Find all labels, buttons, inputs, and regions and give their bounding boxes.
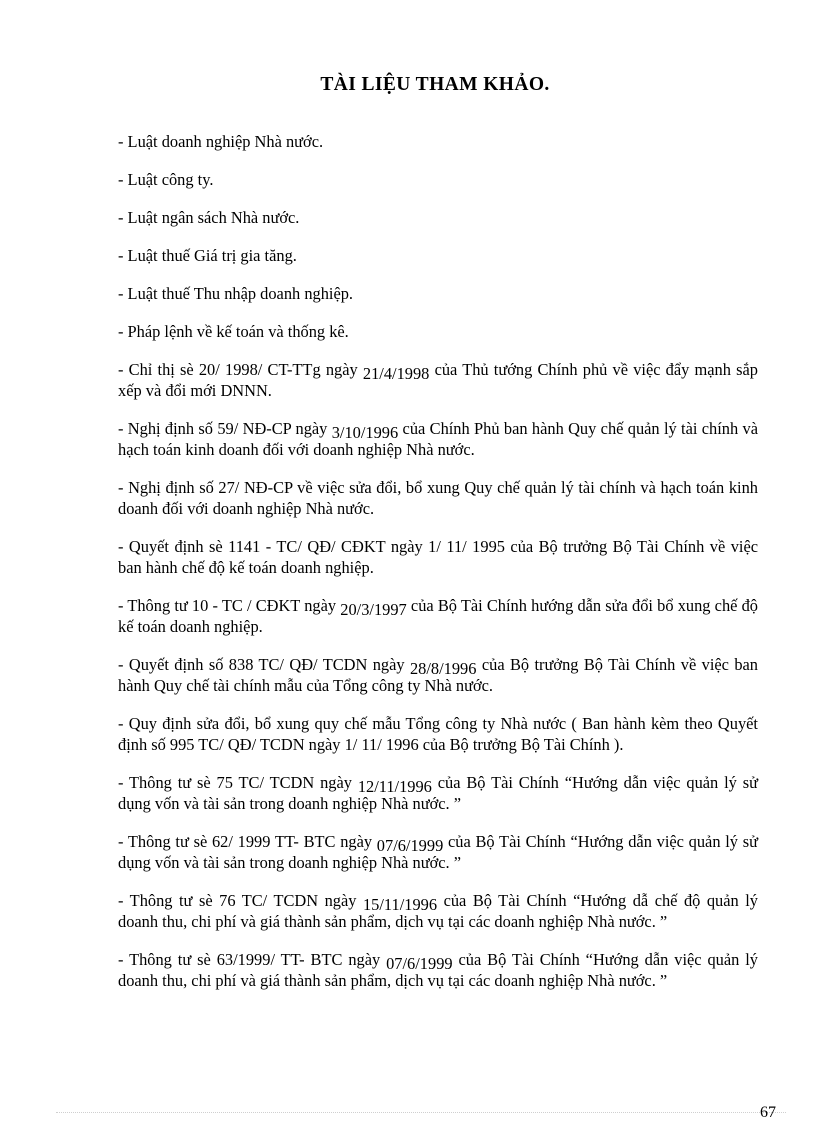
reference-text: - Thông tư sè 63/1999/ TT- BTC ngày bbox=[118, 950, 387, 969]
reference-date: 28/8/1996 bbox=[409, 659, 477, 678]
reference-date: 3/10/1996 bbox=[331, 423, 399, 442]
reference-text: - Chỉ thị sè 20/ 1998/ CT-TTg ngày bbox=[118, 360, 363, 379]
reference-item bbox=[118, 890, 758, 932]
reference-text-continued: của Bộ Tài Chính hướng dẫn sửa đổi bổ xung chế độ kế toán doanh nghiệp. bbox=[118, 596, 758, 636]
reference-item bbox=[118, 477, 758, 519]
reference-item bbox=[118, 536, 758, 578]
page-number: 67 bbox=[760, 1104, 776, 1121]
reference-text-continued: của Bộ Tài Chính “Hướng dẫn việc quản lý doanh thu, chi phí và giá thành sản phẩm, dịch vụ tại các doanh nghiệp Nhà nước. ” bbox=[118, 950, 758, 990]
reference-item bbox=[118, 169, 758, 190]
reference-text-continued: của Chính Phủ ban hành Quy chế quản lý tài chính và hạch toán kinh doanh đối với doanh nghiệp Nhà nước. bbox=[118, 419, 758, 459]
reference-item bbox=[118, 595, 758, 637]
reference-date: 20/3/1997 bbox=[340, 600, 407, 619]
reference-text: - Luật ngân sách Nhà nước. bbox=[118, 208, 300, 227]
reference-text: - Thông tư sè 62/ 1999 TT- BTC ngày bbox=[118, 832, 377, 851]
reference-list bbox=[118, 131, 758, 1008]
reference-item bbox=[118, 713, 758, 755]
reference-text: - Thông tư 10 - TC / CĐKT ngày bbox=[118, 596, 341, 615]
reference-text: - Nghị định số 59/ NĐ-CP ngày bbox=[118, 419, 332, 438]
reference-text-continued: của Bộ Tài Chính “Hướng dẫn việc quản lý sử dụng vốn và tài sản trong doanh nghiệp Nhà nước. ” bbox=[118, 773, 758, 813]
reference-date: 07/6/1999 bbox=[386, 954, 453, 973]
page-title: TÀI LIỆU THAM KHẢO. bbox=[320, 74, 550, 95]
reference-item bbox=[118, 831, 758, 873]
reference-text: - Quy định sửa đổi, bổ xung quy chế mẫu Tổng công ty Nhà nước ( Ban hành kèm theo Quyết định số 995 TC/ QĐ/ TCDN ngày 1/ 11/ 1996 của Bộ trưởng Bộ Tài Chính ). bbox=[118, 714, 758, 754]
reference-date: 15/11/1996 bbox=[362, 895, 438, 914]
reference-text: - Luật doanh nghiệp Nhà nước. bbox=[118, 132, 324, 151]
reference-date: 07/6/1999 bbox=[376, 836, 444, 855]
footer-divider bbox=[56, 1112, 786, 1113]
reference-text: - Nghị định số 27/ NĐ-CP về việc sửa đổi, bổ xung Quy chế quản lý tài chính và hạch toán kinh doanh đối với doanh nghiệp Nhà nước. bbox=[118, 478, 758, 518]
reference-item bbox=[118, 949, 758, 991]
reference-text: - Quyết định số 838 TC/ QĐ/ TCDN ngày bbox=[118, 655, 410, 674]
reference-item bbox=[118, 772, 758, 814]
reference-item bbox=[118, 359, 758, 401]
reference-text: - Luật thuế Giá trị gia tăng. bbox=[118, 246, 297, 265]
reference-item bbox=[118, 321, 758, 342]
reference-item bbox=[118, 654, 758, 696]
reference-text: - Quyết định sè 1141 - TC/ QĐ/ CĐKT ngày 1/ 11/ 1995 của Bộ trưởng Bộ Tài Chính về việc ban hành chế độ kế toán doanh nghiệp. bbox=[118, 537, 758, 577]
reference-item bbox=[118, 245, 758, 266]
reference-text-continued: của Bộ Tài Chính “Hướng dẫn việc quản lý sử dụng vốn và tài sản trong doanh nghiệp Nhà nước. ” bbox=[118, 832, 758, 872]
reference-text: - Luật công ty. bbox=[118, 170, 214, 189]
reference-text: - Thông tư sè 76 TC/ TCDN ngày bbox=[118, 891, 363, 910]
reference-text: - Pháp lệnh về kế toán và thống kê. bbox=[118, 322, 349, 341]
reference-text-continued: của Bộ Tài Chính “Hướng dẫ chế độ quản lý doanh thu, chi phí và giá thành sản phẩm, dịch vụ tại các doanh nghiệp Nhà nước. ” bbox=[118, 891, 758, 931]
reference-text-continued: của Bộ trưởng Bộ Tài Chính về việc ban hành Quy chế tài chính mẫu của Tổng công ty Nhà nước. bbox=[118, 655, 758, 695]
reference-item bbox=[118, 283, 758, 304]
reference-text: - Luật thuế Thu nhập doanh nghiệp. bbox=[118, 284, 354, 303]
reference-item bbox=[118, 207, 758, 228]
reference-item bbox=[118, 418, 758, 460]
reference-date: 21/4/1998 bbox=[362, 364, 430, 383]
reference-text-continued: của Thủ tướng Chính phủ về việc đẩy mạnh sắp xếp và đổi mới DNNN. bbox=[118, 360, 758, 400]
reference-date: 12/11/1996 bbox=[357, 777, 432, 796]
reference-text: - Thông tư sè 75 TC/ TCDN ngày bbox=[118, 773, 358, 792]
reference-item bbox=[118, 131, 758, 152]
